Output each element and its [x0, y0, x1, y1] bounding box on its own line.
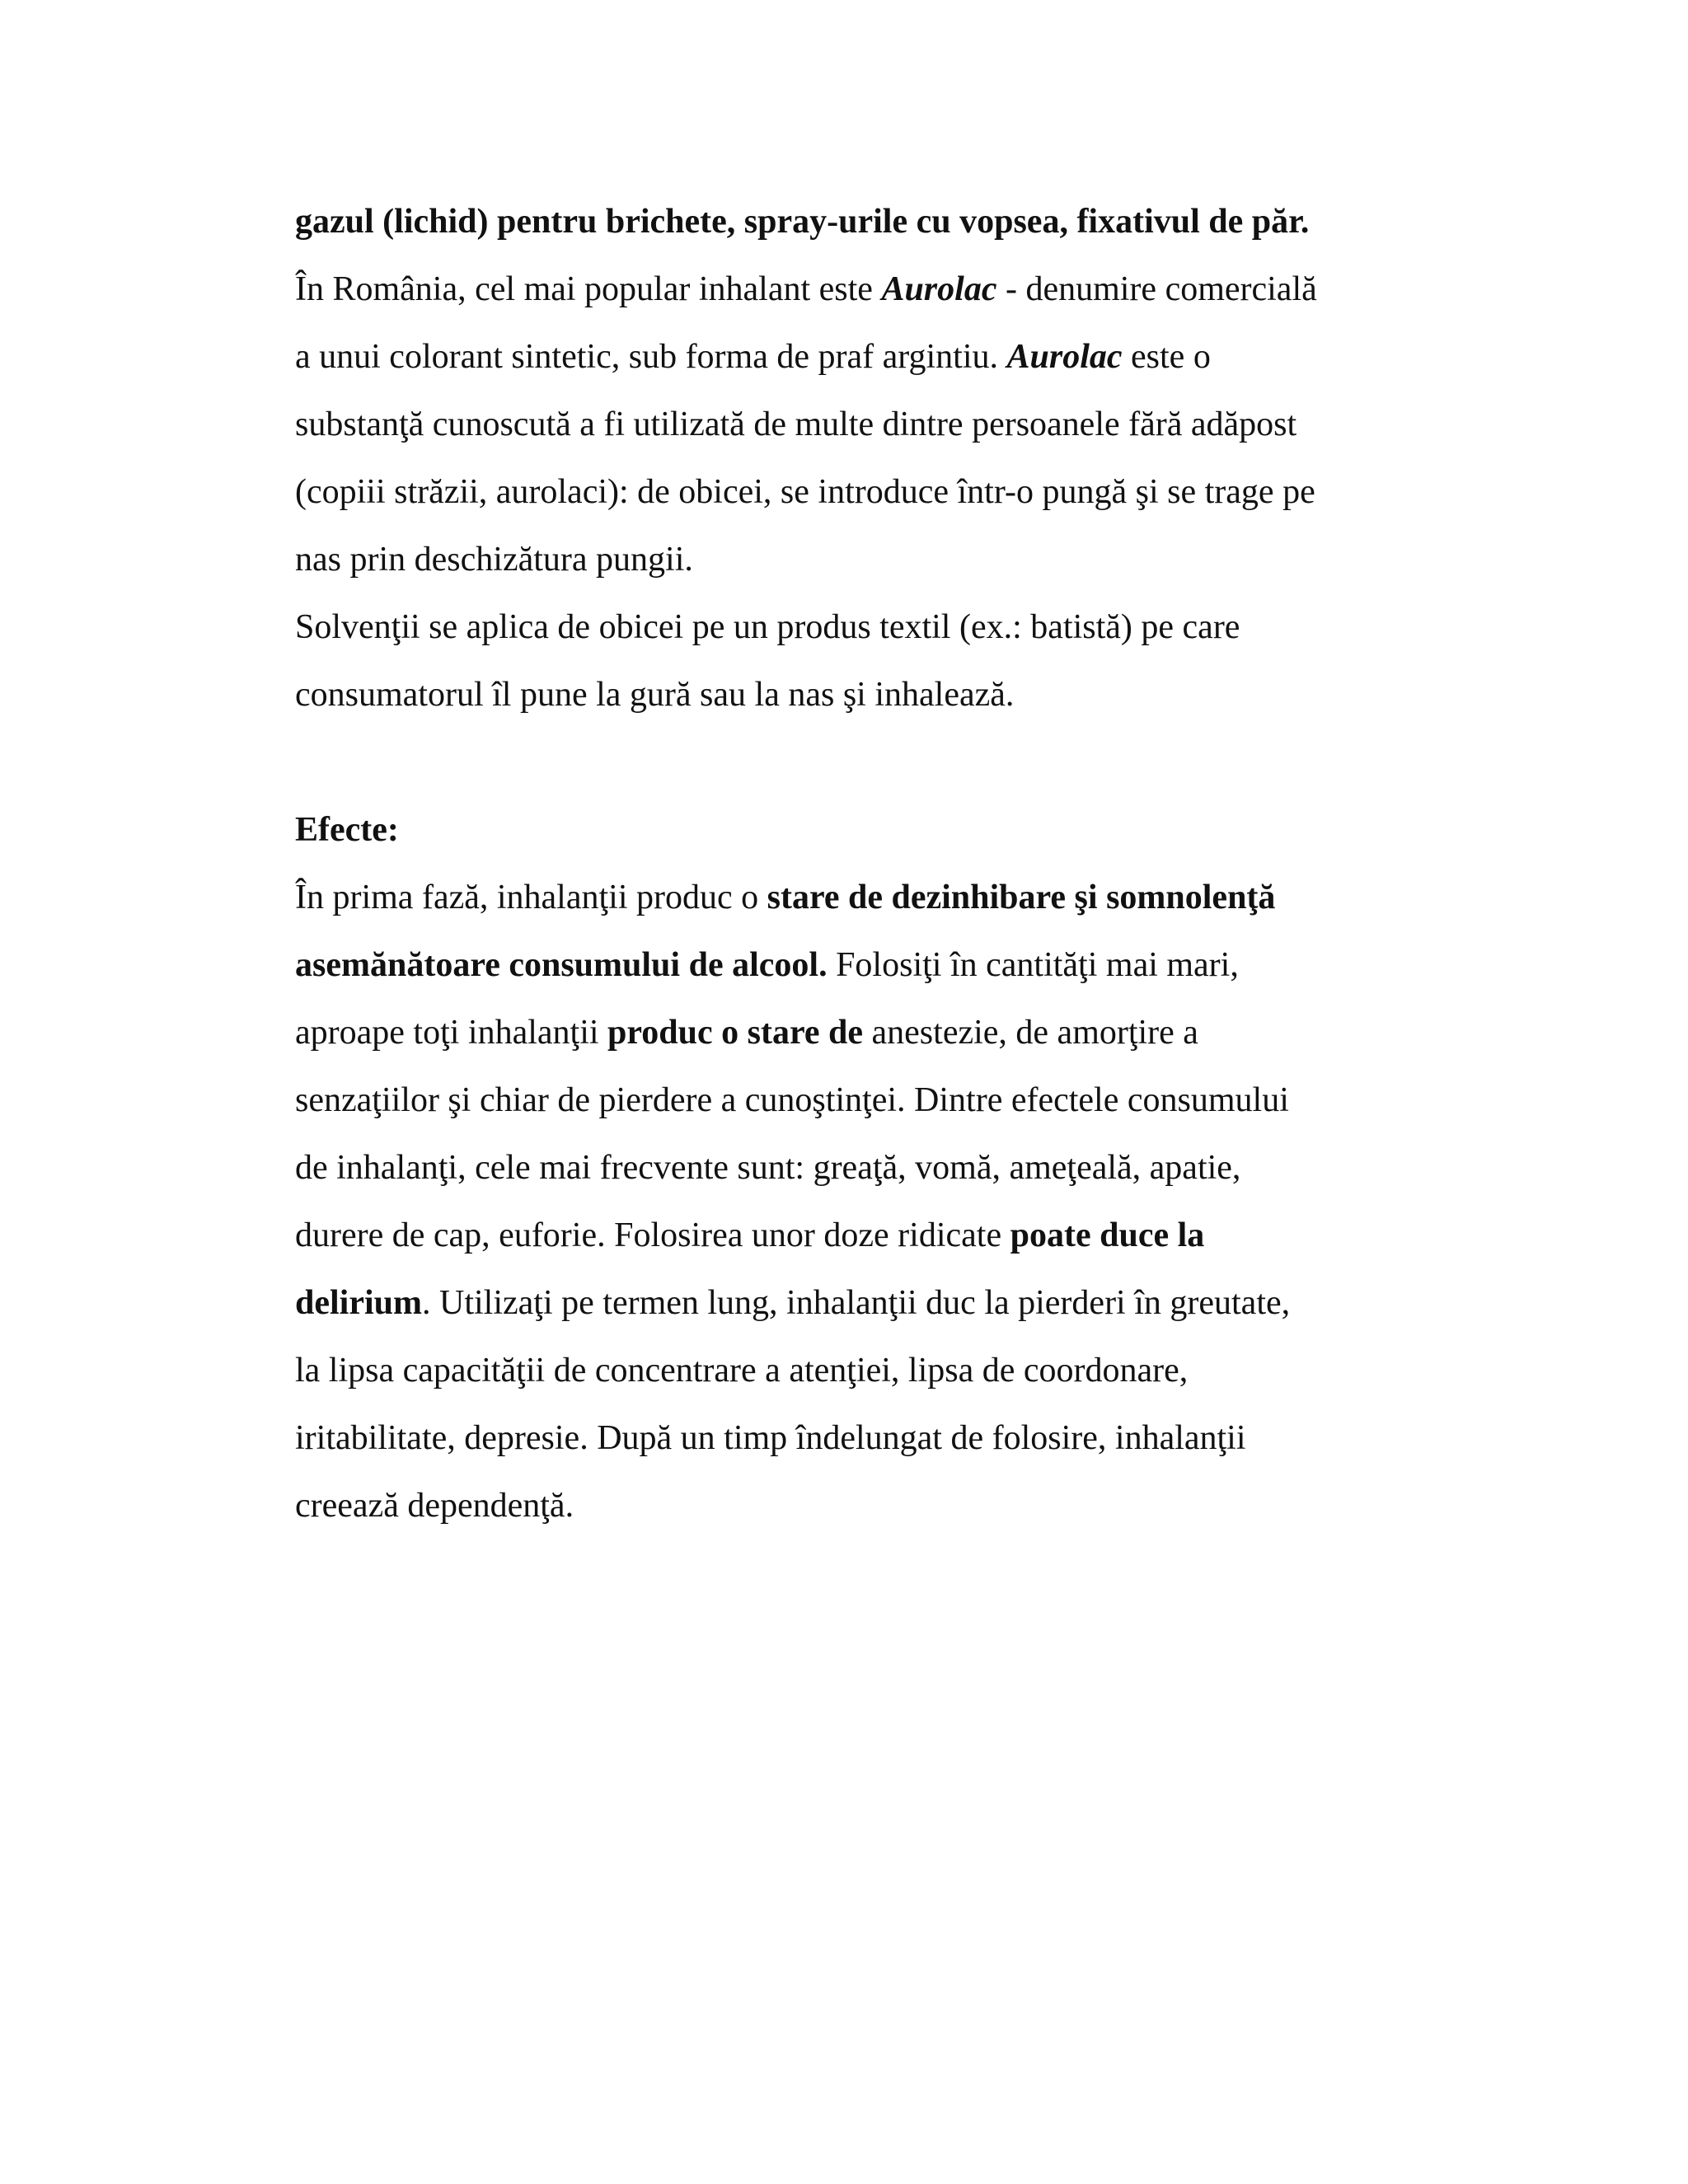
heading-text: Efecte:	[295, 811, 399, 849]
text-line	[295, 1472, 1432, 1540]
bold-text: asemănătoare consumului de alcool.	[295, 946, 828, 984]
text-line	[295, 391, 1432, 458]
text-run: - denumire comercială	[996, 270, 1317, 308]
text-run: senzaţiilor şi chiar de pierdere a cunoştinţei. Dintre efectele consumului	[295, 1081, 1289, 1119]
text-line	[295, 1337, 1432, 1404]
text-run: iritabilitate, depresie. După un timp îndelungat de folosire, inhalanţii	[295, 1419, 1246, 1457]
text-run: a unui colorant sintetic, sub forma de praf argintiu.	[295, 338, 1007, 376]
text-run: la lipsa capacităţii de concentrare a atenţiei, lipsa de coordonare,	[295, 1352, 1189, 1390]
text-line	[295, 255, 1432, 323]
text-line	[295, 1404, 1432, 1472]
text-run: este o	[1122, 338, 1211, 376]
text-line	[295, 999, 1432, 1066]
bold-text: stare de dezinhibare şi somnolenţă	[767, 879, 1276, 916]
blank-line	[295, 729, 1432, 796]
text-line	[295, 1269, 1432, 1337]
brand-name: Aurolac	[1006, 338, 1123, 376]
text-run: Folosiţi în cantităţi mai mari,	[827, 946, 1239, 984]
text-line	[295, 188, 1432, 255]
text-line	[295, 864, 1432, 931]
text-line	[295, 323, 1432, 391]
text-run: durere de cap, euforie. Folosirea unor doze ridicate	[295, 1216, 1010, 1254]
text-line	[295, 458, 1432, 526]
text-run: . Utilizaţi pe termen lung, inhalanţii duc la pierderi în greutate,	[422, 1284, 1291, 1322]
text-line	[295, 593, 1432, 661]
text-run: substanţă cunoscută a fi utilizată de multe dintre persoanele fără adăpost	[295, 405, 1297, 443]
bold-text: poate duce la	[1010, 1216, 1205, 1254]
text-line	[295, 526, 1432, 593]
bold-text: delirium	[295, 1284, 422, 1322]
text-line	[295, 1066, 1432, 1134]
text-run: În prima fază, inhalanţii produc o	[295, 879, 767, 916]
text-run: nas prin deschizătura pungii.	[295, 541, 693, 579]
text-run: În România, cel mai popular inhalant este	[295, 270, 882, 308]
text-line	[295, 661, 1432, 729]
document-page	[295, 188, 1432, 1540]
bold-text: gazul (lichid) pentru brichete, spray-urile cu vopsea, fixativul de păr.	[295, 203, 1310, 241]
text-run: creează dependenţă.	[295, 1487, 574, 1525]
text-run: anestezie, de amorţire a	[863, 1014, 1198, 1052]
bold-text: produc o stare de	[607, 1014, 864, 1052]
text-run: de inhalanţi, cele mai frecvente sunt: greaţă, vomă, ameţeală, apatie,	[295, 1149, 1241, 1187]
section-heading	[295, 796, 1432, 864]
text-line	[295, 1202, 1432, 1269]
text-run: aproape toţi inhalanţii	[295, 1014, 608, 1052]
text-run: Solvenţii se aplica de obicei pe un produs textil (ex.: batistă) pe care	[295, 608, 1240, 646]
text-line	[295, 1134, 1432, 1202]
text-run: (copiii străzii, aurolaci): de obicei, se introduce într-o pungă şi se trage pe	[295, 473, 1315, 511]
text-run: consumatorul îl pune la gură sau la nas şi inhalează.	[295, 676, 1015, 714]
text-line	[295, 931, 1432, 999]
brand-name: Aurolac	[881, 270, 997, 308]
